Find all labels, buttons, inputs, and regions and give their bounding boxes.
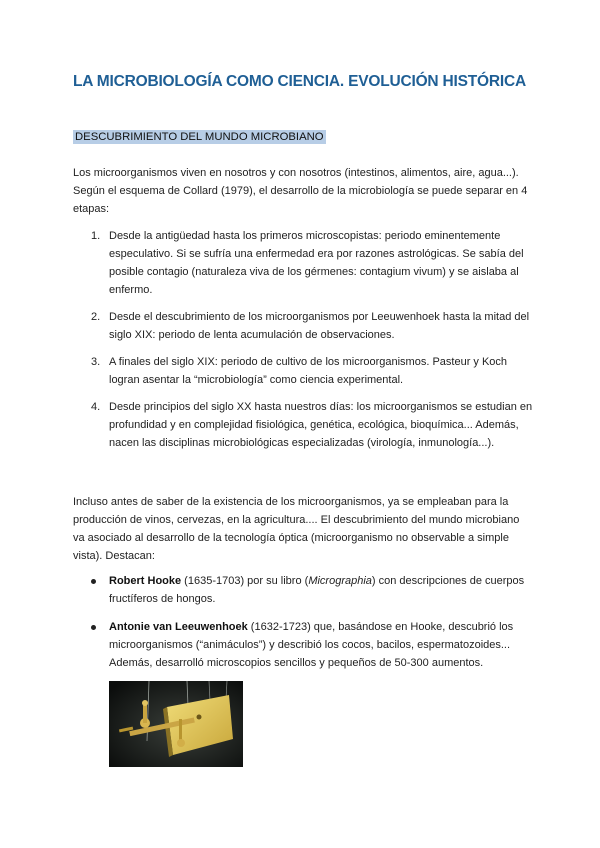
list-number: 3.	[91, 356, 101, 368]
list-item-text: A finales del siglo XIX: periodo de cultivo de los microorganismos. Pasteur y Koch logran asentar la “microbiología” como ciencia experimental.	[109, 356, 508, 386]
scientist-name: Robert Hooke	[109, 575, 182, 587]
list-number: 2.	[91, 311, 101, 323]
scientist-text: ) con descripciones de cuerpos fructíferos de hongos.	[109, 575, 525, 605]
list-number: 4.	[91, 401, 101, 413]
history-paragraph: Incluso antes de saber de la existencia de los microorganismos, ya se empleaban para la producción de vinos, cervezas, en la agricultura.... El descubrimiento del mundo microbiano va asociado al desarrollo de la tecnología óptica (microorganismo no observable a simple vista). Destacan:	[73, 496, 520, 562]
intro-paragraph: Los microorganismos viven en nosotros y con nosotros (intestinos, alimentos, aire, agua...). Según el esquema de Collard (1979), el desarrollo de la microbiología se puede separar en 4 etapas:	[73, 167, 528, 215]
scientists-list	[73, 572, 533, 682]
page-title: LA MICROBIOLOGÍA COMO CIENCIA. EVOLUCIÓN HISTÓRICA	[73, 73, 526, 90]
list-number: 1.	[91, 230, 101, 242]
scientist-text: (1632-1723) que, basándose en Hooke, descubrió los microorganismos (“animáculos”) y describió los cocos, bacilos, espermatozoides... Además, desarrolló microscopios sencillos y pequeños de 50-300 aumentos.	[109, 621, 514, 669]
book-title: Micrographia	[308, 575, 372, 587]
list-item-text: Desde principios del siglo XX hasta nuestros días: los microorganismos se estudian en profundidad y en complejidad fisiológica, genética, ecológica, bioquímica... Además, nacen las disciplinas microbiológicas especializadas (virología, inmunología...).	[109, 401, 533, 449]
list-item	[73, 618, 533, 672]
list-item	[73, 227, 533, 299]
scientist-name: Antonie van Leeuwenhoek	[109, 621, 248, 633]
scientist-text: (1635-1703) por su libro (	[181, 575, 309, 587]
microscope-photo	[109, 681, 243, 767]
list-item-text: Desde la antigüedad hasta los primeros microscopistas: periodo eminentemente especulativo. Si se sufría una enfermedad era por razones astrológicas. Se sabía del posible contagio (naturaleza viva de los gérmenes: contagium vivum) y se aislaba al enfermo.	[109, 230, 524, 296]
bullet-icon	[91, 625, 96, 630]
list-item	[73, 398, 533, 452]
section-heading: DESCUBRIMIENTO DEL MUNDO MICROBIANO	[75, 131, 324, 143]
list-item-text: Desde el descubrimiento de los microorganismos por Leeuwenhoek hasta la mitad del siglo XIX: periodo de lenta acumulación de observaciones.	[109, 311, 530, 341]
list-item	[73, 353, 533, 389]
bullet-icon	[91, 579, 96, 584]
stages-list	[73, 227, 533, 461]
list-item	[73, 572, 533, 608]
list-item	[73, 308, 533, 344]
